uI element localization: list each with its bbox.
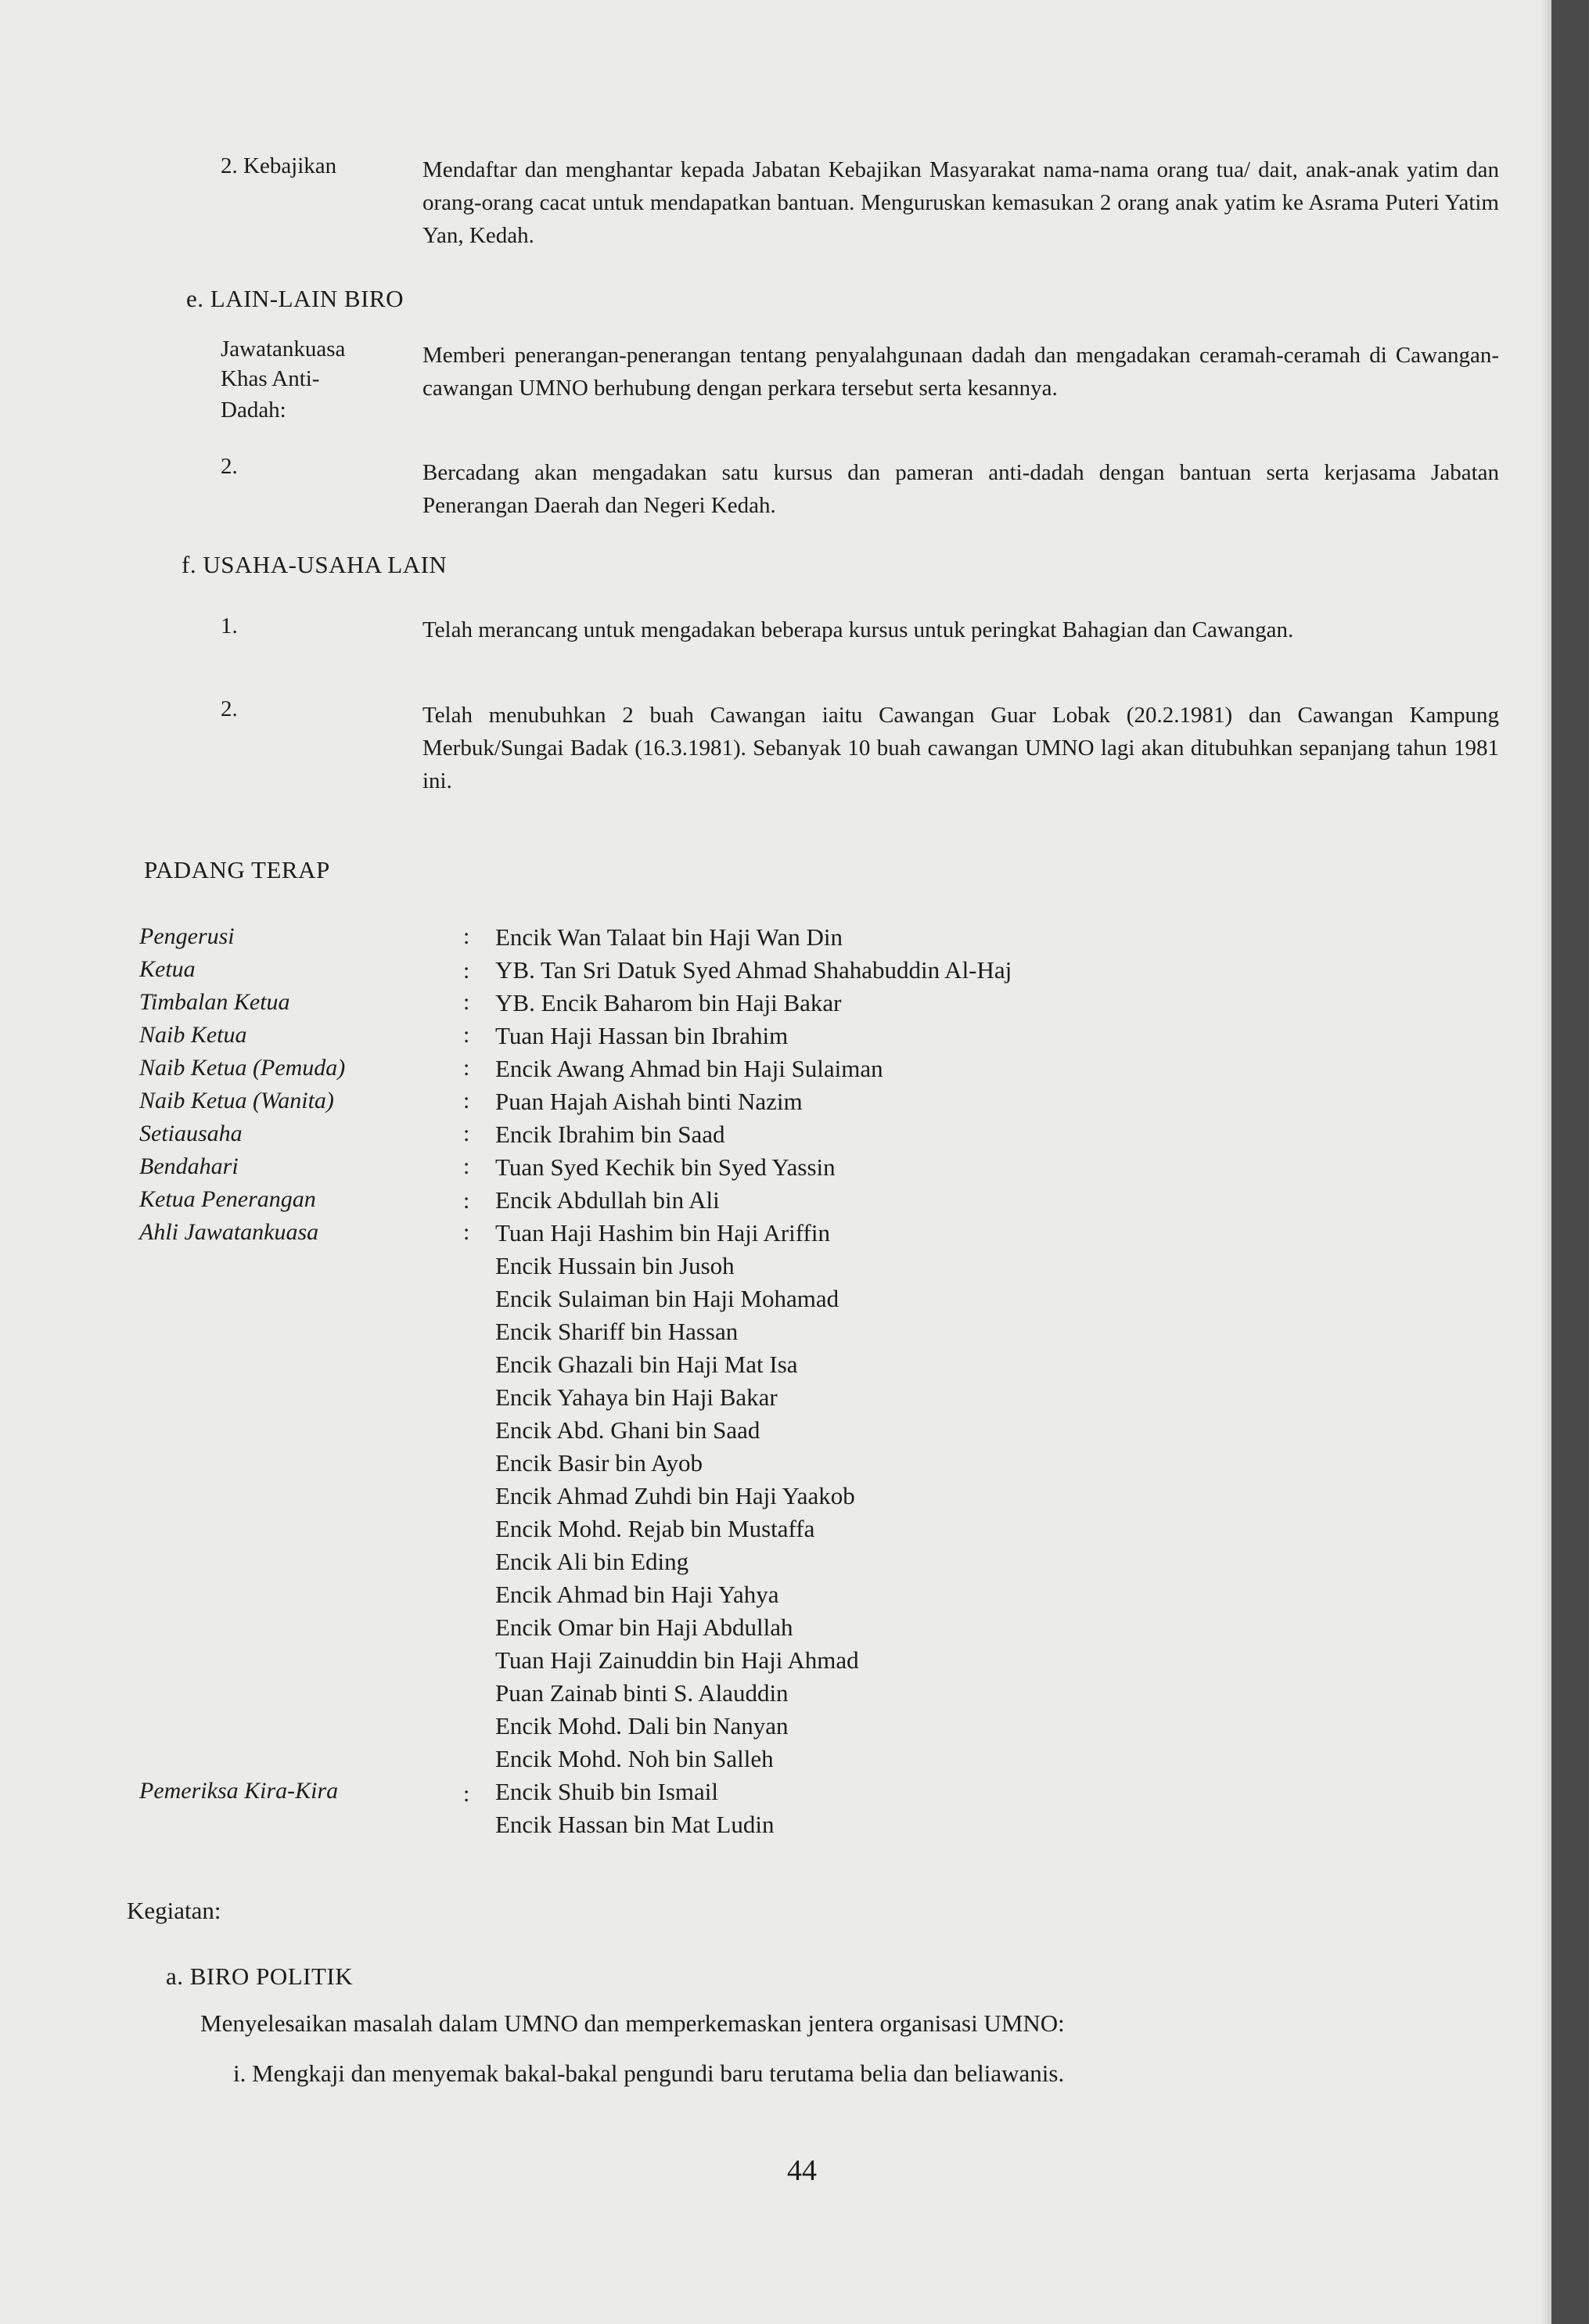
roster-role: Timbalan Ketua bbox=[139, 989, 290, 1015]
ajk-member: Encik Yahaya bin Haji Bakar bbox=[495, 1383, 778, 1411]
ajk-member: Encik Mohd. Dali bin Nanyan bbox=[495, 1712, 789, 1739]
section-f-heading: f. USAHA-USAHA LAIN bbox=[182, 551, 448, 578]
ajk-member: Encik Hussain bin Jusoh bbox=[495, 1252, 735, 1279]
ajk-member: Encik Ahmad Zuhdi bin Haji Yaakob bbox=[495, 1482, 855, 1509]
roster-name: YB. Encik Baharom bin Haji Bakar bbox=[495, 989, 842, 1016]
roster-name: Encik Ibrahim bin Saad bbox=[495, 1121, 725, 1148]
roster-colon: : bbox=[463, 923, 470, 949]
roster-role: Ahli Jawatankuasa bbox=[139, 1219, 319, 1245]
anti-dadah-item2-number: 2. bbox=[221, 454, 238, 479]
roster-colon: : bbox=[463, 1219, 470, 1245]
roster-colon: : bbox=[463, 1188, 470, 1214]
ajk-member: Puan Zainab binti S. Alauddin bbox=[495, 1679, 789, 1707]
scanner-edge bbox=[1551, 0, 1589, 2324]
roster-name: Encik Wan Talaat bin Haji Wan Din bbox=[495, 923, 843, 951]
usaha-item2: Telah menubuhkan 2 buah Cawangan iaitu Cawangan Guar Lobak (20.2.1981) dan Cawangan Kampung Merbuk/Sungai Badak (16.3.1981). Sebanyak 10 buah cawangan UMNO lagi akan ditubuhkan sepanjang tahun 1981 ini. bbox=[422, 703, 1499, 793]
page-edge-shadow bbox=[1540, 0, 1551, 2324]
roster-name: Tuan Syed Kechik bin Syed Yassin bbox=[495, 1153, 836, 1181]
roster-name: Tuan Haji Hashim bin Haji Ariffin bbox=[495, 1219, 830, 1247]
page-number: 44 bbox=[787, 2154, 817, 2187]
roster-role: Ketua Penerangan bbox=[139, 1186, 316, 1212]
roster-name: YB. Tan Sri Datuk Syed Ahmad Shahabuddin Al-Haj bbox=[495, 956, 1012, 984]
ajk-member: Encik Ghazali bin Haji Mat Isa bbox=[495, 1351, 798, 1378]
ajk-member: Encik Basir bin Ayob bbox=[495, 1449, 703, 1477]
anti-dadah-item2: Bercadang akan mengadakan satu kursus dan pameran anti-dadah dengan bantuan serta kerjasama Jabatan Penerangan Daerah dan Negeri Kedah. bbox=[422, 460, 1499, 518]
ajk-member: Encik Shariff bin Hassan bbox=[495, 1318, 739, 1345]
roster-colon: : bbox=[463, 1153, 470, 1179]
roster-colon: : bbox=[463, 1022, 470, 1048]
pemeriksa-name: Encik Hassan bin Mat Ludin bbox=[495, 1811, 775, 1838]
roster-role: Naib Ketua bbox=[139, 1022, 247, 1048]
roster-role: Pengerusi bbox=[139, 923, 235, 949]
pemeriksa-role: Pemeriksa Kira-Kira bbox=[139, 1778, 339, 1804]
ajk-member: Encik Mohd. Noh bin Salleh bbox=[495, 1745, 774, 1772]
roster-role: Setiausaha bbox=[139, 1121, 243, 1146]
roster-colon: : bbox=[463, 1121, 470, 1146]
usaha-item1: Telah merancang untuk mengadakan beberapa kursus untuk peringkat Bahagian dan Cawangan. bbox=[422, 617, 1294, 642]
anti-dadah-label-line2: Khas Anti- bbox=[221, 366, 320, 391]
section-e-heading: e. LAIN-LAIN BIRO bbox=[186, 285, 404, 312]
biro-politik-text: Menyelesaikan masalah dalam UMNO dan memperkemaskan jentera organisasi UMNO: bbox=[200, 2009, 1065, 2037]
usaha-item1-number: 1. bbox=[221, 613, 238, 639]
pemeriksa-name: Encik Shuib bin Ismail bbox=[495, 1778, 719, 1805]
roster-colon: : bbox=[463, 1055, 470, 1081]
roster-colon: : bbox=[463, 1088, 470, 1113]
kebajikan-label: 2. Kebajikan bbox=[221, 153, 337, 178]
ajk-member: Encik Omar bin Haji Abdullah bbox=[495, 1613, 793, 1641]
roster-role: Ketua bbox=[139, 956, 196, 982]
anti-dadah-label-line1: Jawatankuasa bbox=[221, 336, 346, 362]
roster-colon: : bbox=[463, 958, 470, 984]
usaha-item2-number: 2. bbox=[221, 696, 238, 721]
roster-role: Naib Ketua (Wanita) bbox=[139, 1088, 334, 1113]
biro-politik-heading: a. BIRO POLITIK bbox=[166, 1962, 354, 1990]
padang-terap-title: PADANG TERAP bbox=[144, 856, 330, 883]
roster-colon: : bbox=[463, 989, 470, 1015]
ajk-member: Encik Mohd. Rejab bin Mustaffa bbox=[495, 1515, 815, 1542]
roster-name: Puan Hajah Aishah binti Nazim bbox=[495, 1088, 803, 1115]
ajk-member: Encik Sulaiman bin Haji Mohamad bbox=[495, 1285, 839, 1312]
anti-dadah-item1: Memberi penerangan-penerangan tentang penyalahgunaan dadah dan mengadakan ceramah-ceramah di Cawangan-cawangan UMNO berhubung dengan perkara tersebut serta kesannya. bbox=[422, 343, 1499, 401]
roster-role: Bendahari bbox=[139, 1153, 239, 1179]
roster-name: Tuan Haji Hassan bin Ibrahim bbox=[495, 1022, 789, 1049]
roster-name: Encik Awang Ahmad bin Haji Sulaiman bbox=[495, 1055, 883, 1082]
kebajikan-text: Mendaftar dan menghantar kepada Jabatan Kebajikan Masyarakat nama-nama orang tua/ dait, anak-anak yatim dan orang-orang cacat untuk mendapatkan bantuan. Menguruskan kemasukan 2 orang anak yatim ke Asrama Puteri Yatim Yan, Kedah. bbox=[422, 157, 1499, 248]
anti-dadah-label-line3: Dadah: bbox=[221, 398, 286, 423]
roster-colon: : bbox=[463, 1781, 470, 1807]
ajk-member: Tuan Haji Zainuddin bin Haji Ahmad bbox=[495, 1646, 859, 1674]
ajk-member: Encik Ahmad bin Haji Yahya bbox=[495, 1581, 779, 1608]
biro-politik-item-i: i. Mengkaji dan menyemak bakal-bakal pengundi baru terutama belia dan beliawanis. bbox=[233, 2060, 1065, 2087]
ajk-member: Encik Abd. Ghani bin Saad bbox=[495, 1416, 760, 1444]
ajk-member: Encik Ali bin Eding bbox=[495, 1548, 689, 1575]
kegiatan-title: Kegiatan: bbox=[127, 1897, 221, 1924]
roster-name: Encik Abdullah bin Ali bbox=[495, 1186, 720, 1214]
roster-role: Naib Ketua (Pemuda) bbox=[139, 1055, 346, 1081]
